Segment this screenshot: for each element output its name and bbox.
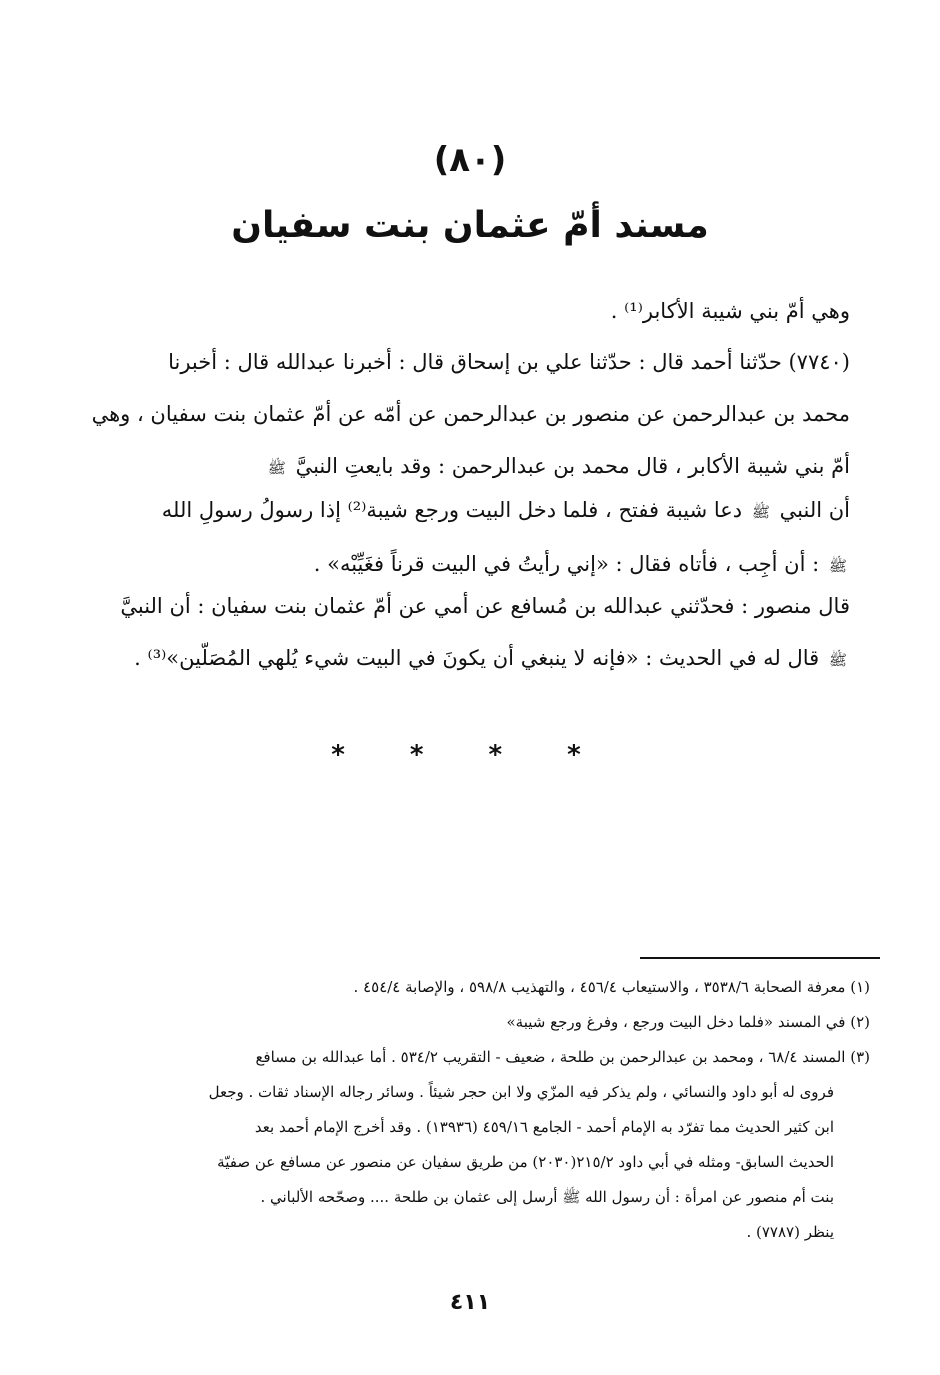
footnote-3-line-3: ابن كثير الحديث مما تفرّد به الإمام أحمد - الجامع ٤٥٩/١٦ (١٣٩٣٦) . وقد أخرج الإمام أحمد بعد <box>254 1118 834 1136</box>
hadith2-line2-text: : أن أجِب ، فأتاه فقال : «إني رأيتُ في البيت قرناً فغَيِّبْه» . <box>313 552 820 576</box>
intro-paragraph <box>100 285 850 337</box>
footnote-3-line-2: فروى له أبو داود والنسائي ، ولم يذكر فيه المزّي ولا ابن حجر شيئاً . وسائر رجاله الإسناد ثقات . وجعل <box>208 1083 834 1101</box>
footnote-3-line-4: الحديث السابق- ومثله في أبي داود ٢١٥/٢(٢٠٣٠) من طريق سفيان عن منصور عن مسافع عن صفيّة <box>217 1153 834 1171</box>
section-separator: * * * * <box>331 740 609 770</box>
intro-line: وهي أمّ بني شيبة الأكابر⁽¹⁾ . <box>610 299 850 323</box>
hadith1-line3-text: أمّ بني شيبة الأكابر ، قال محمد بن عبدالرحمن : وقد بايعتِ النبيَّ <box>295 454 850 478</box>
hadith-paragraph-2 <box>100 484 850 592</box>
chapter-title: مسند أمّ عثمان بنت سفيان <box>231 205 709 246</box>
hadith3-line2-text: قال له في الحديث : «فإنه لا ينبغي أن يكونَ في البيت شيء يُلهي المُصَلّين»⁽³⁾ . <box>134 646 820 670</box>
footnote-3-line-5: بنت أم منصور عن امرأة : أن رسول الله ﷺ أرسل إلى عثمان بن طلحة .... وصحّحه الألباني . <box>260 1188 834 1206</box>
footnote-2: (٢) في المسند «فلما دخل البيت ورجع ، وفرغ ورجع شيبة» <box>506 1013 870 1031</box>
hadith2-line1b: دعا شيبة ففتح ، فلما دخل البيت ورجع شيبة⁽²⁾ إذا رسولُ رسولِ الله <box>161 498 743 522</box>
footnote-divider <box>640 957 880 959</box>
salawat-glyph: ﷺ <box>828 557 847 575</box>
hadith3-line1: قال منصور : فحدّثني عبدالله بن مُسافع عن أمي عن أمّ عثمان بنت سفيان : أن النبيَّ <box>120 594 850 618</box>
salawat-glyph: ﷺ <box>267 459 286 477</box>
hadith3-line2 <box>100 632 850 686</box>
salawat-glyph: ﷺ <box>828 651 847 669</box>
salawat-glyph: ﷺ <box>751 503 770 521</box>
footnote-3-line-6: ينظر (٧٧٨٧) . <box>746 1223 834 1241</box>
hadith-paragraph-1 <box>91 336 850 494</box>
chapter-number: (٨٠) <box>433 140 507 180</box>
main-text <box>100 285 850 337</box>
hadith2-line1a: أن النبي <box>779 498 850 522</box>
footnotes <box>100 970 870 1250</box>
hadith1-line2: محمد بن عبدالرحمن عن منصور بن عبدالرحمن عن أمّه عن أمّ عثمان بنت سفيان ، وهي <box>91 402 850 426</box>
footnote-3-line-1: (٣) المسند ٦٨/٤ ، ومحمد بن عبدالرحمن بن طلحة ، ضعيف - التقريب ٥٣٤/٢ . أما عبدالله بن مسافع <box>255 1048 870 1066</box>
footnote-1: (١) معرفة الصحابة ٣٥٣٨/٦ ، والاستيعاب ٤٥٦/٤ ، والتهذيب ٥٩٨/٨ ، والإصابة ٤٥٤/٤ . <box>353 978 870 996</box>
page-number: ٤١١ <box>449 1290 491 1315</box>
hadith1-line1: (٧٧٤٠) حدّثنا أحمد قال : حدّثنا علي بن إسحاق قال : أخبرنا عبدالله قال : أخبرنا <box>168 350 850 374</box>
hadith-paragraph-3 <box>100 580 850 686</box>
hadith2-line1 <box>100 484 850 538</box>
